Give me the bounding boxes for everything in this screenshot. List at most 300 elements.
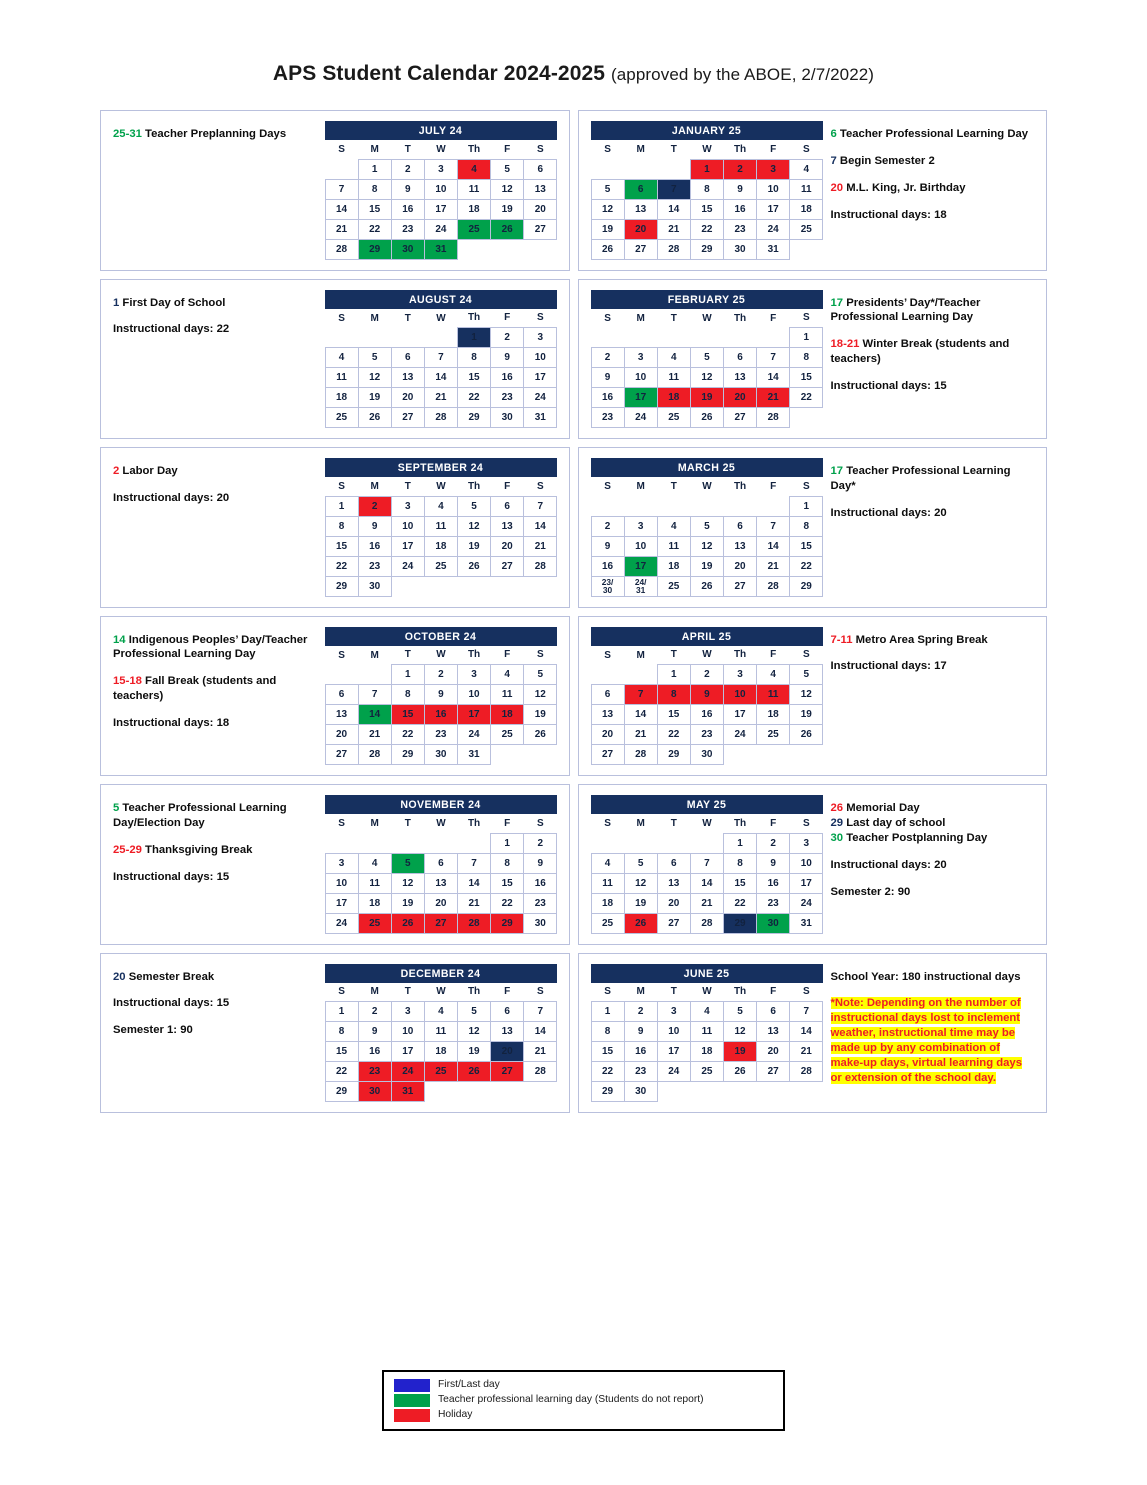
day-cell: 1: [458, 328, 491, 348]
day-cell: 8: [790, 348, 823, 368]
day-cell: 24: [391, 1062, 424, 1082]
note-text: Begin Semester 2: [839, 154, 935, 167]
month-cell-june25: [578, 953, 1048, 1114]
month-row: [100, 616, 1047, 777]
day-cell: 17: [624, 388, 657, 408]
day-cell: 28: [358, 745, 391, 765]
day-cell-empty: [524, 239, 557, 259]
day-cell: 7: [358, 685, 391, 705]
day-cell: 10: [790, 853, 823, 873]
note-text: Instructional days: 15: [113, 870, 230, 883]
day-cell: 5: [524, 665, 557, 685]
day-cell-empty: [790, 1082, 823, 1102]
day-cell: 21: [790, 1042, 823, 1062]
day-cell: 28: [790, 1062, 823, 1082]
day-cell: 14: [524, 516, 557, 536]
day-cell: 27: [757, 1062, 790, 1082]
week-row: [591, 368, 823, 388]
day-cell: 21: [424, 388, 457, 408]
weekday-header: S: [338, 986, 345, 998]
day-cell: 25: [458, 219, 491, 239]
day-cell: 9: [491, 348, 524, 368]
day-cell: 25: [757, 725, 790, 745]
week-row: [325, 745, 557, 765]
week-row: [591, 833, 823, 853]
note-text: Instructional days: 18: [113, 717, 230, 730]
day-cell: 27: [491, 1062, 524, 1082]
day-cell: 4: [424, 1002, 457, 1022]
week-row: [325, 199, 557, 219]
day-cell: 25: [790, 219, 823, 239]
day-cell: 8: [690, 179, 723, 199]
weekday-header: Th: [467, 986, 481, 998]
weekday-header: M: [370, 312, 379, 324]
day-cell: 22: [325, 556, 358, 576]
note-text: Instructional days: 20: [830, 506, 947, 519]
day-cell: 25: [491, 725, 524, 745]
day-cell: 22: [591, 1062, 624, 1082]
month-table: [325, 646, 558, 766]
day-cell: 16: [724, 199, 757, 219]
note: [113, 716, 317, 731]
day-cell-empty: [757, 496, 790, 516]
weekday-header: W: [702, 312, 712, 324]
weekday-header: F: [770, 143, 777, 155]
day-cell: 12: [524, 685, 557, 705]
week-row: [325, 368, 557, 388]
day-cell: 13: [325, 705, 358, 725]
day-cell: 24: [624, 408, 657, 428]
day-cell: 26: [458, 1062, 491, 1082]
note-text: 7: [830, 154, 840, 167]
day-cell-empty: [325, 833, 358, 853]
note-text: 2: [113, 465, 123, 477]
day-cell-empty: [424, 576, 457, 596]
day-cell: 14: [757, 536, 790, 556]
day-cell: 7: [524, 496, 557, 516]
calendar-july24: [325, 121, 557, 260]
day-cell: 25: [690, 1062, 723, 1082]
day-cell: 31: [524, 408, 557, 428]
legend-row: [394, 1393, 773, 1408]
day-cell: 14: [690, 873, 723, 893]
day-cell-empty: [657, 833, 690, 853]
day-cell: 11: [757, 685, 790, 705]
day-cell-empty: [591, 665, 624, 685]
weekday-header: Th: [733, 312, 747, 324]
day-cell: 10: [624, 536, 657, 556]
day-cell: 2: [358, 496, 391, 516]
weekday-header: S: [802, 649, 810, 661]
month-table: [325, 983, 558, 1103]
note-text: Indigenous Peoples’ Day/Teacher Professional Learning Day: [113, 633, 308, 661]
day-cell: 6: [724, 348, 757, 368]
week-row: [591, 873, 823, 893]
week-row: [325, 348, 557, 368]
month-notes-december24: [113, 964, 317, 1103]
day-cell: 18: [757, 705, 790, 725]
legend: [382, 1370, 785, 1431]
day-cell: 11: [358, 873, 391, 893]
day-cell: 12: [724, 1022, 757, 1042]
day-cell: 21: [690, 893, 723, 913]
day-cell-empty: [624, 496, 657, 516]
day-cell: 22: [358, 219, 391, 239]
note-text: Thanksgiving Break: [145, 843, 253, 856]
day-cell: 23: [757, 893, 790, 913]
day-cell: 14: [657, 199, 690, 219]
day-cell: 12: [358, 368, 391, 388]
day-cell: 24: [724, 725, 757, 745]
day-cell: 1: [690, 159, 723, 179]
note-text: Instructional days: 22: [113, 323, 230, 336]
weekday-header: S: [802, 143, 810, 155]
day-cell: 7: [757, 348, 790, 368]
day-cell-empty: [624, 328, 657, 348]
day-cell-empty: [524, 576, 557, 596]
day-cell: 28: [424, 408, 457, 428]
day-cell-empty: [624, 833, 657, 853]
day-cell: 11: [491, 685, 524, 705]
day-cell: 8: [325, 1022, 358, 1042]
day-cell: 24: [524, 388, 557, 408]
day-cell: 22: [790, 556, 823, 576]
day-cell: 17: [524, 368, 557, 388]
day-cell: 11: [657, 536, 690, 556]
day-cell: 11: [325, 368, 358, 388]
day-cell: 15: [724, 873, 757, 893]
month-cell-february25: [578, 279, 1048, 440]
month-header: NOVEMBER 24: [325, 795, 557, 814]
day-cell: 13: [524, 179, 557, 199]
day-cell: 19: [591, 219, 624, 239]
note: [831, 181, 1035, 196]
day-cell: 12: [690, 368, 723, 388]
day-cell-empty: [524, 1082, 557, 1102]
day-cell: 29: [491, 913, 524, 933]
note-text: Semester 1: 90: [113, 1024, 193, 1037]
month-table: [325, 309, 558, 429]
day-cell: 24: [790, 893, 823, 913]
day-number: 31: [636, 585, 646, 595]
day-cell-empty: [757, 1082, 790, 1102]
day-cell: 28: [624, 745, 657, 765]
month-row: [100, 784, 1047, 945]
note-text: 7-11: [830, 633, 856, 646]
day-cell: 4: [790, 159, 823, 179]
day-cell: 22: [690, 219, 723, 239]
day-cell: 13: [391, 368, 424, 388]
legend-swatch-icon: [394, 1409, 430, 1422]
day-cell: 23: [690, 725, 723, 745]
day-cell: 22: [724, 893, 757, 913]
day-cell: 3: [624, 348, 657, 368]
day-cell: 9: [757, 853, 790, 873]
day-cell: 1: [491, 833, 524, 853]
weekday-header: T: [404, 480, 411, 492]
day-cell: 23: [591, 408, 624, 428]
day-cell: 1: [325, 1002, 358, 1022]
day-cell: 2: [624, 1002, 657, 1022]
month-header: AUGUST 24: [325, 290, 557, 309]
day-cell: 10: [424, 179, 457, 199]
month-header: FEBRUARY 25: [591, 290, 823, 309]
weekday-header: W: [436, 480, 446, 492]
note: [831, 154, 1035, 169]
day-cell-empty: [624, 159, 657, 179]
day-cell: 4: [424, 496, 457, 516]
month-notes-april25: [831, 627, 1035, 766]
day-cell: 11: [790, 179, 823, 199]
weekday-header: T: [404, 818, 411, 829]
day-cell: 12: [391, 873, 424, 893]
day-cell: 23: [358, 1062, 391, 1082]
day-cell-empty: [591, 328, 624, 348]
day-cell: 1: [391, 665, 424, 685]
weekday-header: S: [802, 480, 810, 492]
weekday-header: S: [604, 144, 611, 155]
day-cell: 10: [624, 368, 657, 388]
month-table: [591, 983, 824, 1103]
day-cell: 1: [724, 833, 757, 853]
day-cell: 28: [757, 576, 790, 596]
month-header: MAY 25: [591, 795, 823, 814]
calendar-september24: [325, 458, 557, 597]
day-cell: 30: [491, 408, 524, 428]
day-cell: 1: [325, 496, 358, 516]
day-cell: 29: [325, 576, 358, 596]
note: [831, 296, 1035, 326]
day-cell: 15: [491, 873, 524, 893]
day-cell: 6: [624, 179, 657, 199]
month-table: [591, 646, 824, 766]
day-cell: 17: [391, 536, 424, 556]
note: [113, 1023, 317, 1038]
day-cell: 24: [657, 1062, 690, 1082]
week-row: [325, 556, 557, 576]
weekday-header-row: [591, 983, 823, 1002]
weekday-header: S: [338, 312, 345, 324]
month-header: DECEMBER 24: [325, 964, 557, 983]
day-cell: 2: [591, 516, 624, 536]
day-cell: 9: [591, 368, 624, 388]
day-cell: 5: [724, 1002, 757, 1022]
day-cell: 23: [358, 556, 391, 576]
day-cell: 2: [358, 1002, 391, 1022]
weekday-header: T: [670, 649, 677, 661]
day-cell: 17: [757, 199, 790, 219]
legend-swatch-icon: [394, 1394, 430, 1407]
month-notes-february25: [831, 290, 1035, 429]
day-cell: 17: [424, 199, 457, 219]
note-text: 5: [113, 802, 123, 814]
note-text: M.L. King, Jr. Birthday: [846, 181, 966, 194]
day-cell: 24: [424, 219, 457, 239]
day-cell: 19: [358, 388, 391, 408]
day-cell: 22: [790, 388, 823, 408]
day-cell: 28: [524, 1062, 557, 1082]
day-cell: 16: [358, 1042, 391, 1062]
day-cell: 1: [657, 665, 690, 685]
day-cell: 12: [790, 685, 823, 705]
weekday-header: S: [604, 649, 611, 661]
month-cell-july24: [100, 110, 570, 271]
day-cell: 6: [524, 159, 557, 179]
day-cell: 6: [391, 348, 424, 368]
day-cell: 20: [524, 199, 557, 219]
day-cell: 10: [724, 685, 757, 705]
day-cell: 31: [391, 1082, 424, 1102]
weekday-header: T: [670, 986, 677, 998]
day-cell: 6: [657, 853, 690, 873]
legend-row: [394, 1408, 773, 1423]
day-cell: 1: [358, 159, 391, 179]
week-row: [591, 328, 823, 348]
week-row: [591, 516, 823, 536]
day-cell-empty: [458, 833, 491, 853]
weekday-header: F: [770, 649, 777, 661]
note-text: Semester Break: [128, 970, 215, 983]
weekday-header: Th: [467, 818, 481, 829]
day-cell: 5: [591, 179, 624, 199]
day-cell: 16: [591, 388, 624, 408]
day-cell: 16: [391, 199, 424, 219]
month-notes-august24: [113, 290, 317, 429]
note: [831, 127, 1035, 142]
weekday-header: F: [504, 143, 511, 155]
day-cell-empty: [325, 665, 358, 685]
day-cell: 16: [624, 1042, 657, 1062]
day-cell: 18: [491, 705, 524, 725]
weekday-header: S: [604, 986, 611, 998]
day-cell: 1: [591, 1002, 624, 1022]
day-cell: 25: [591, 913, 624, 933]
weekday-header: F: [504, 312, 511, 324]
day-cell: 13: [624, 199, 657, 219]
day-cell: 8: [790, 516, 823, 536]
day-cell: 28: [657, 239, 690, 259]
note-text: 30: [830, 831, 847, 844]
weekday-header: M: [370, 480, 379, 492]
day-cell-empty: [391, 833, 424, 853]
day-cell: 2: [591, 348, 624, 368]
weekday-header: S: [536, 143, 544, 155]
week-row: [591, 576, 823, 596]
day-cell: 30: [624, 1082, 657, 1102]
day-cell: 10: [757, 179, 790, 199]
day-cell: 29: [391, 745, 424, 765]
note: [831, 659, 1035, 674]
calendar-january25: [591, 121, 823, 260]
day-cell: 16: [757, 873, 790, 893]
weekday-header: Th: [467, 649, 481, 661]
weekday-header: Th: [467, 143, 481, 155]
calendar-november24: [325, 795, 557, 934]
weekday-header: M: [636, 818, 645, 829]
day-cell: 14: [424, 368, 457, 388]
day-cell: 4: [458, 159, 491, 179]
day-cell-empty: [591, 159, 624, 179]
weekday-header: S: [802, 986, 810, 998]
weekday-header: F: [504, 480, 511, 492]
weekday-header: T: [670, 818, 677, 829]
day-cell: 8: [491, 853, 524, 873]
note-text: 29: [830, 816, 847, 829]
day-cell: 3: [391, 496, 424, 516]
weekday-header-row: [325, 140, 557, 159]
day-cell: 24: [325, 913, 358, 933]
day-cell-empty: [657, 159, 690, 179]
day-cell: 9: [624, 1022, 657, 1042]
weekday-header: T: [404, 312, 411, 324]
day-cell: 4: [657, 516, 690, 536]
week-row: [325, 179, 557, 199]
day-cell: 2: [690, 665, 723, 685]
day-cell: 14: [790, 1022, 823, 1042]
note-text: Instructional days: 20: [830, 858, 947, 871]
day-cell: 29: [591, 1082, 624, 1102]
day-cell: 16: [591, 556, 624, 576]
day-cell-empty: [458, 1082, 491, 1102]
day-cell: 3: [424, 159, 457, 179]
day-cell-empty: [790, 239, 823, 259]
day-cell: 19: [458, 1042, 491, 1062]
day-cell: 13: [424, 873, 457, 893]
day-cell: 23: [524, 893, 557, 913]
day-cell: 28: [757, 408, 790, 428]
day-cell: 20: [325, 725, 358, 745]
month-table: [591, 814, 824, 934]
month-table: [591, 309, 824, 429]
day-cell: 5: [690, 516, 723, 536]
page-title-main: APS Student Calendar 2024-2025: [272, 62, 606, 85]
day-cell: 15: [790, 536, 823, 556]
day-cell: 18: [358, 893, 391, 913]
week-row: [591, 348, 823, 368]
day-cell: 22: [325, 1062, 358, 1082]
day-cell: 12: [591, 199, 624, 219]
day-cell: 13: [591, 705, 624, 725]
day-cell: 18: [591, 893, 624, 913]
day-cell: 12: [690, 536, 723, 556]
day-cell: 11: [657, 368, 690, 388]
week-row: [591, 199, 823, 219]
month-cell-september24: [100, 447, 570, 608]
day-cell: 9: [424, 685, 457, 705]
day-cell: 6: [757, 1002, 790, 1022]
note-text: Teacher Professional Learning Day: [839, 128, 1029, 140]
day-cell: 19: [391, 893, 424, 913]
day-cell: 20: [391, 388, 424, 408]
note: [113, 633, 317, 663]
week-row: [591, 1042, 823, 1062]
day-cell-empty: [491, 239, 524, 259]
day-cell: 16: [690, 705, 723, 725]
day-cell: 21: [325, 219, 358, 239]
day-cell: 25: [424, 1062, 457, 1082]
note: [113, 996, 317, 1011]
day-cell: 7: [790, 1002, 823, 1022]
calendar-august24: [325, 290, 557, 429]
note-text: *Note: Depending on the number of instructional days lost to inclement weather, instructional time may be made up by any combination of make-up days, virtual learning days or extension of the school day.: [830, 997, 1022, 1084]
day-cell: 27: [724, 408, 757, 428]
weekday-header: S: [604, 312, 611, 324]
note-text: Instructional days: 17: [830, 660, 947, 673]
day-cell-empty: [790, 745, 823, 765]
day-cell: 15: [325, 1042, 358, 1062]
weekday-header: S: [536, 480, 544, 492]
note: [113, 464, 317, 479]
